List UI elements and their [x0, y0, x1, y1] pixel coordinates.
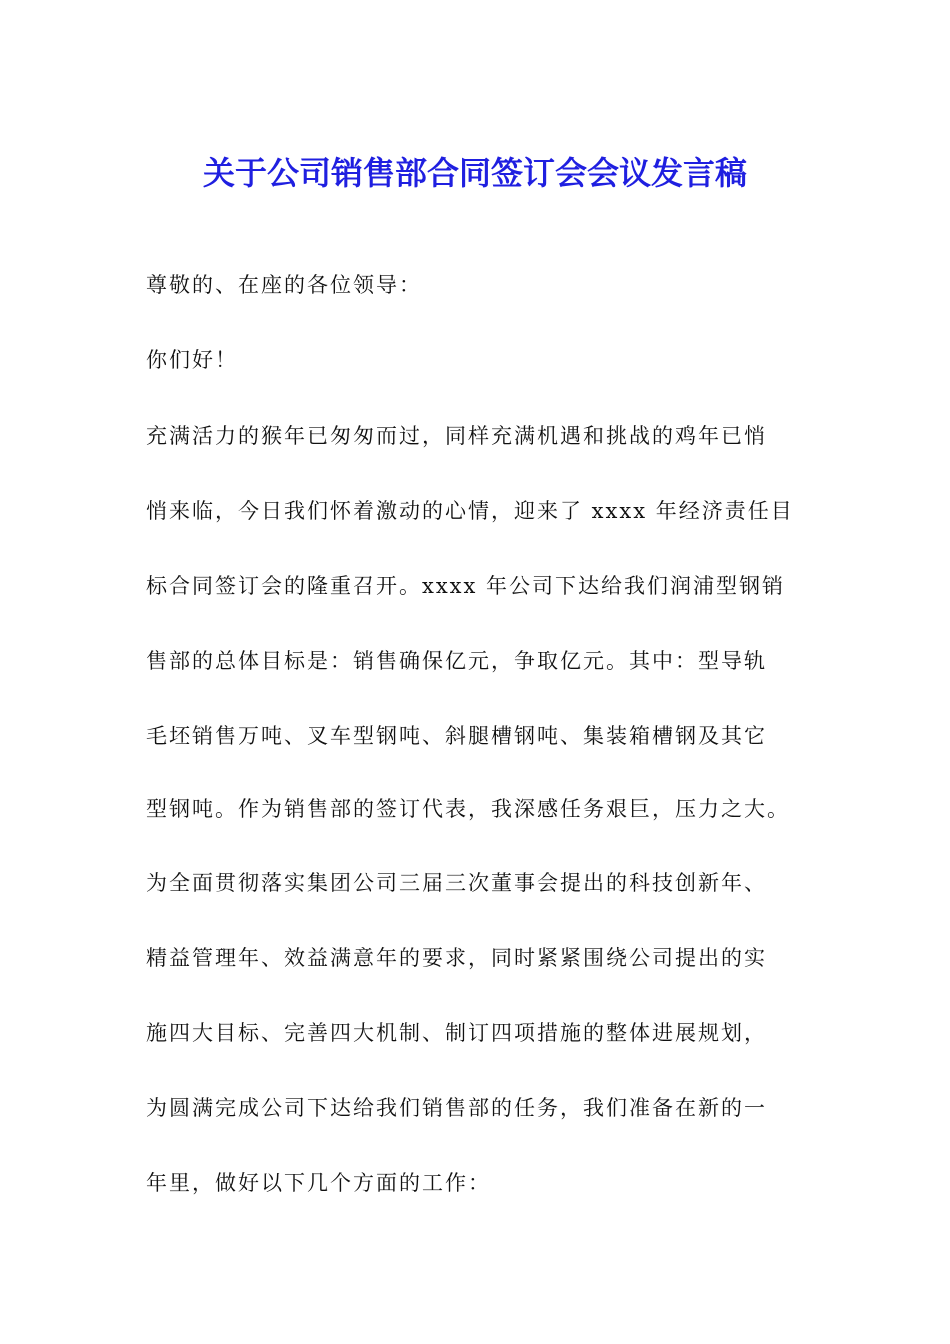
body-line: 年里，做好以下几个方面的工作：: [146, 1171, 491, 1195]
body-line: 售部的总体目标是：销售确保亿元，争取亿元。其中：型导轨: [146, 649, 767, 673]
body-line: 悄来临，今日我们怀着激动的心情，迎来了 xxxx 年经济责任目: [146, 499, 794, 523]
body-line: 型钢吨。作为销售部的签订代表，我深感任务艰巨，压力之大。: [146, 797, 790, 821]
body-line: 为全面贯彻落实集团公司三届三次董事会提出的科技创新年、: [146, 871, 767, 895]
greeting-line: 尊敬的、在座的各位领导：: [146, 273, 422, 297]
body-line: 充满活力的猴年已匆匆而过，同样充满机遇和挑战的鸡年已悄: [146, 424, 767, 448]
body-line: 标合同签订会的隆重召开。xxxx 年公司下达给我们润浦型钢销: [146, 574, 786, 598]
document-title: 关于公司销售部合同签订会会议发言稿: [202, 154, 747, 193]
body-line: 为圆满完成公司下达给我们销售部的任务，我们准备在新的一: [146, 1096, 767, 1120]
salutation-line: 你们好！: [146, 348, 238, 372]
body-line: 施四大目标、完善四大机制、制订四项措施的整体进展规划，: [146, 1021, 767, 1045]
body-line: 毛坯销售万吨、叉车型钢吨、斜腿槽钢吨、集装箱槽钢及其它: [146, 724, 767, 748]
body-line: 精益管理年、效益满意年的要求，同时紧紧围绕公司提出的实: [146, 946, 767, 970]
